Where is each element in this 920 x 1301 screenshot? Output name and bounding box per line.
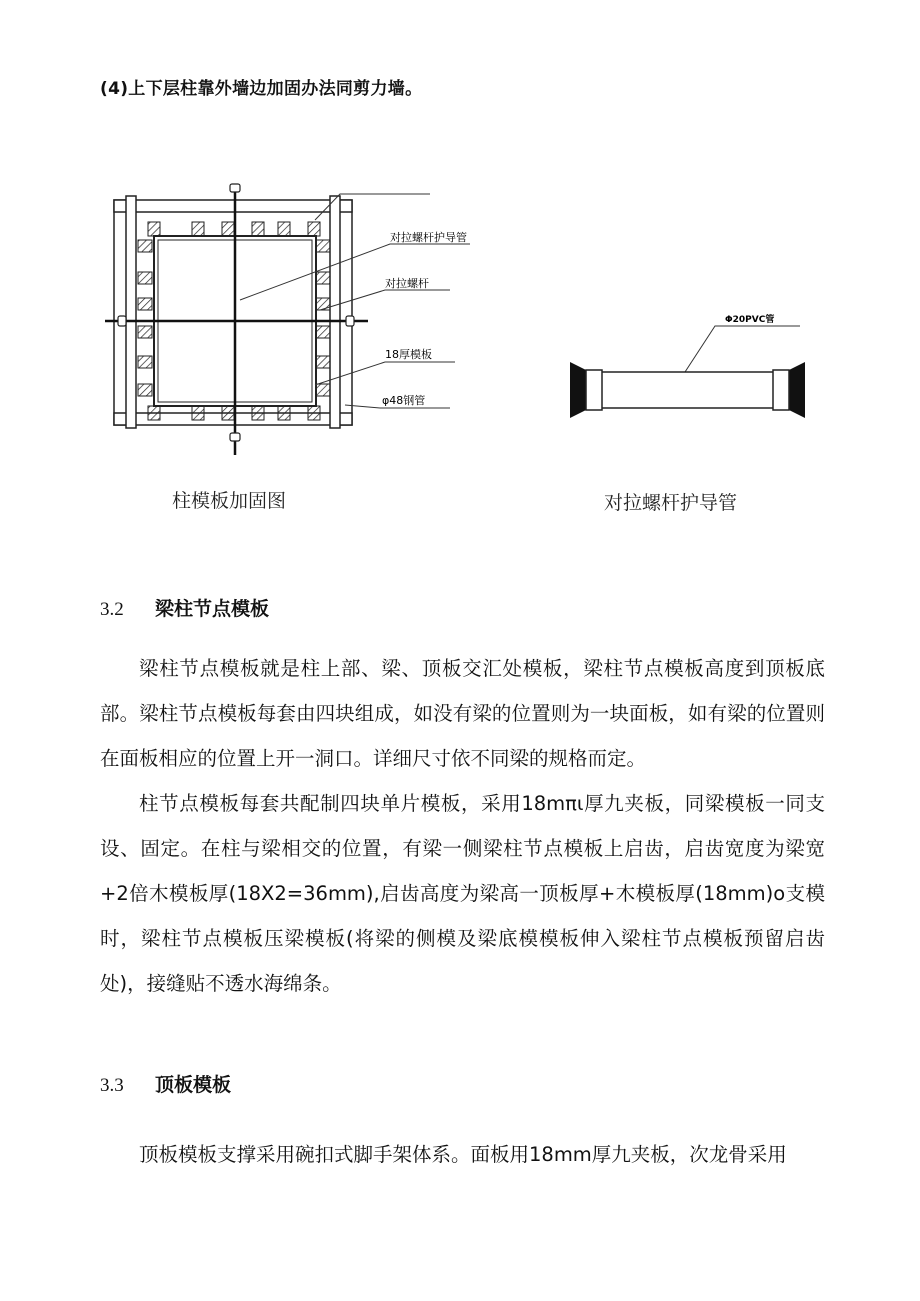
right-cap xyxy=(773,362,805,418)
section-number: 3.3 xyxy=(100,1075,124,1096)
section-number: 3.2 xyxy=(100,599,124,620)
heading-4: (4)上下层柱靠外墙边加固办法同剪力墙。 xyxy=(100,79,423,99)
label-tie-rod: 对拉螺杆 xyxy=(385,277,429,290)
pipe-body xyxy=(600,372,775,408)
section-3-3-heading xyxy=(100,1070,231,1097)
column-formwork-diagram xyxy=(100,180,470,460)
paragraph: 梁柱节点模板就是柱上部、梁、顶板交汇处模板，梁柱节点模板高度到顶板底部。梁柱节点模板每套由四块组成，如没有梁的位置则为一块面板，如有梁的位置则在面板相应的位置上开一洞口。详细尺寸依不同梁的规格而定。 xyxy=(100,657,825,770)
paragraph: 柱节点模板每套共配制四块单片模板，采用18mπι厚九夹板，同梁模板一同支设、固定。在柱与梁相交的位置，有梁一侧梁柱节点模板上启齿，启齿宽度为梁宽+2倍木模板厚(18X2=36mm),启齿高度为梁高一顶板厚+木模板厚(18mm)o支模时，梁柱节点模板压梁模板(将梁的侧模及梁底模模板伸入梁柱节点模板预留启齿处)，接缝贴不透水海绵条。 xyxy=(100,792,825,995)
figure-right-caption: 对拉螺杆护导管 xyxy=(604,492,738,514)
section-title: 梁柱节点模板 xyxy=(155,598,270,620)
label-steel-pipe: φ48钢管 xyxy=(382,394,426,407)
section-title: 顶板模板 xyxy=(155,1074,232,1096)
figure-left-caption: 柱模板加固图 xyxy=(172,490,287,512)
pvc-sleeve-diagram xyxy=(560,300,820,435)
label-18-formwork: 18厚模板 xyxy=(385,348,432,361)
section-3-2-heading xyxy=(100,594,269,621)
section-3-2-body xyxy=(100,646,825,1006)
section-3-3-body xyxy=(100,1132,825,1177)
left-cap xyxy=(570,362,602,418)
label-pvc-pipe: Φ20PVC管 xyxy=(725,315,775,325)
paragraph: 顶板模板支撑采用碗扣式脚手架体系。面板用18mm厚九夹板，次龙骨采用 xyxy=(139,1143,787,1166)
label-tie-rod-sleeve: 对拉螺杆护导管 xyxy=(390,231,467,244)
